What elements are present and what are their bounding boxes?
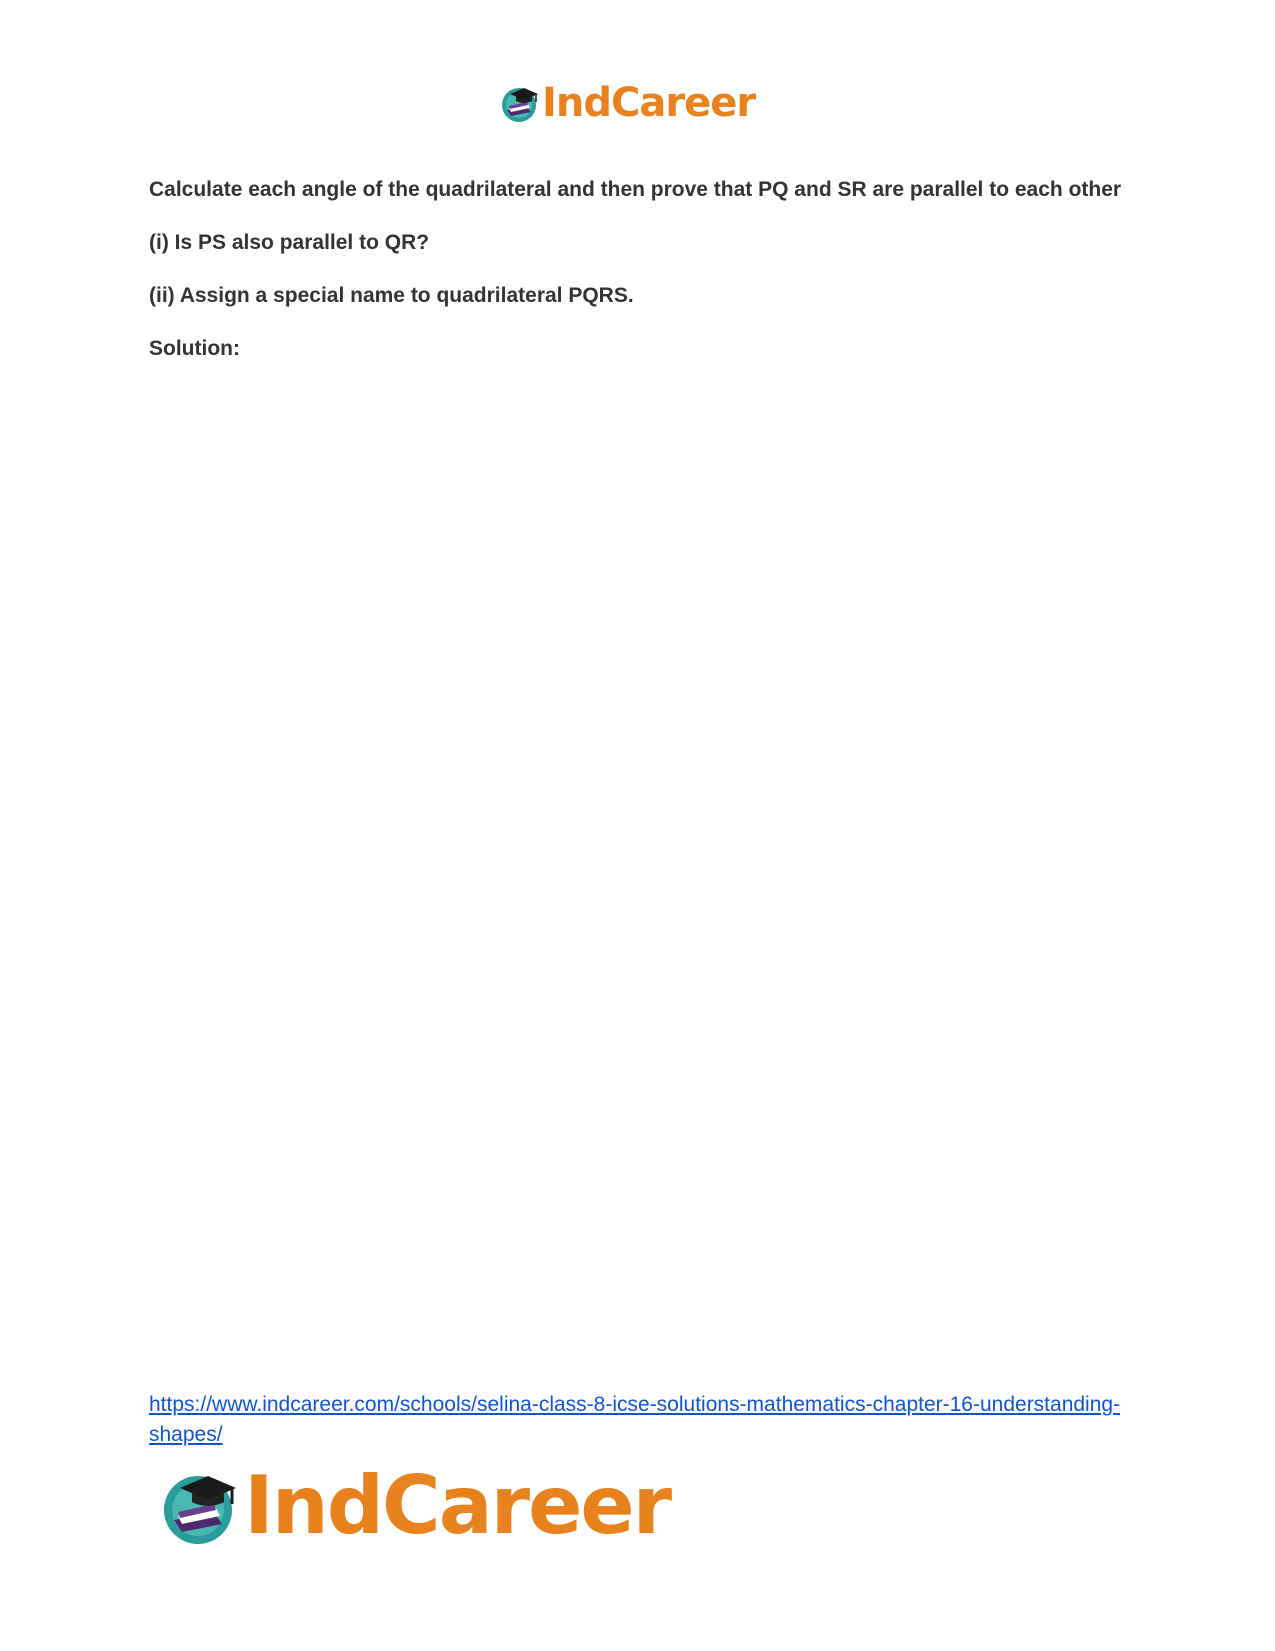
question-text: Calculate each angle of the quadrilateral and then prove that PQ and SR are parallel to each other bbox=[149, 178, 1122, 201]
brand-wordmark bbox=[244, 1459, 671, 1552]
brand-wordmark-ind: Ind bbox=[542, 80, 611, 126]
solution-label: Solution: bbox=[149, 337, 240, 360]
brand-wordmark-career: Career bbox=[611, 80, 756, 126]
header-logo bbox=[500, 78, 755, 128]
brand-wordmark-ind: Ind bbox=[244, 1459, 382, 1552]
question-part-ii: (ii) Assign a special name to quadrilateral PQRS. bbox=[149, 284, 634, 307]
question-part-i: (i) Is PS also parallel to QR? bbox=[149, 231, 430, 254]
question-block bbox=[149, 174, 1129, 386]
graduation-book-globe-icon bbox=[160, 1464, 240, 1548]
graduation-book-globe-icon bbox=[500, 82, 540, 124]
brand-wordmark-career: Career bbox=[381, 1459, 671, 1552]
source-url-link[interactable]: https://www.indcareer.com/schools/selina-class-8-icse-solutions-mathematics-chapter-16-understanding-shapes/ bbox=[149, 1393, 1121, 1446]
footer-logo bbox=[160, 1460, 670, 1552]
brand-wordmark bbox=[542, 80, 756, 126]
